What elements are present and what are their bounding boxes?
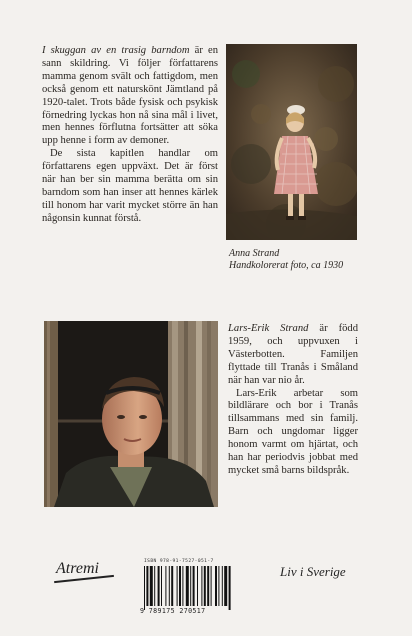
barcode-digits: 9 789175 270517 [140, 607, 206, 615]
barcode-bar [229, 566, 231, 610]
barcode-bar [204, 566, 206, 606]
barcode-bar [222, 566, 223, 606]
barcode-bar [207, 566, 209, 606]
photo-caption [229, 248, 399, 272]
barcode-bar [177, 566, 178, 606]
book-title-inline: I skuggan av en trasig barndom [42, 45, 190, 56]
barcode-bar [150, 566, 153, 606]
barcode-bar [154, 566, 155, 606]
author-bio-paragraph-1-body: är född 1959, och uppvuxen i Västerbotten. Familjen flyttade till Tranås i Småland när han var nio år. [228, 323, 358, 386]
isbn-label: ISBN 978-91-7527-051-7 [144, 559, 214, 564]
barcode-bar [179, 566, 181, 606]
barcode-bar [215, 566, 217, 606]
author-bio-paragraph-1 [228, 323, 358, 388]
author-photo [44, 321, 218, 507]
barcode-bar [165, 566, 166, 606]
barcode-bar [197, 566, 198, 606]
author-bio-paragraph-2: Lars-Erik arbetar som bildlärare och bor i Tranås tillsammans med sin familj. Barn och ungdomar ligger honom varmt om hjärtat, och han har periodvis jobbat med mycket små barns bildspråk. [228, 387, 358, 476]
barcode-bar [171, 566, 173, 606]
barcode-bar [169, 566, 170, 606]
barcode-bar [193, 566, 195, 606]
barcode-bars [140, 566, 253, 610]
author-bio [228, 323, 358, 478]
barcode-bar [158, 566, 160, 606]
author-name: Lars-Erik Strand [228, 323, 309, 334]
barcode [140, 561, 253, 616]
blurb-paragraph-2: De sista kapitlen handlar om författarens egen uppväxt. Det är först när han ber sin mamma berätta om sin barndom som han inser att hennes kärlek till honom har varit mycket större än han någonsin kunnat förstå. [42, 148, 218, 224]
barcode-bar [186, 566, 189, 606]
barcode-bar [211, 566, 212, 606]
blurb-paragraph-1 [42, 45, 218, 148]
series-name: Liv i Sverige [280, 564, 346, 579]
barcode-bar [144, 566, 145, 610]
barcode-bar [182, 566, 183, 606]
barcode-bar [146, 566, 148, 606]
barcode-bar [218, 566, 219, 606]
barcode-bar [190, 566, 191, 606]
childhood-photo [226, 44, 357, 240]
caption-name: Anna Strand [229, 248, 280, 259]
publisher-logo: Atremi [56, 560, 99, 577]
caption-description: Handkolorerat foto, ca 1930 [229, 260, 344, 271]
blurb-text [42, 45, 218, 226]
blurb-paragraph-1-body: är en sann skildring. Vi följer författarens mamma genom svält och fattigdom, men också genom ett naturskönt Jämtland på 1920-talet. Trots både fysisk och psykisk förnedring lyckas hon nå sina mål i livet, men hennes förflutna fortsätter att söka upp henne i form av demoner. [42, 45, 218, 147]
barcode-bar [161, 566, 162, 606]
barcode-bar [201, 566, 202, 606]
barcode-bar [224, 566, 227, 606]
